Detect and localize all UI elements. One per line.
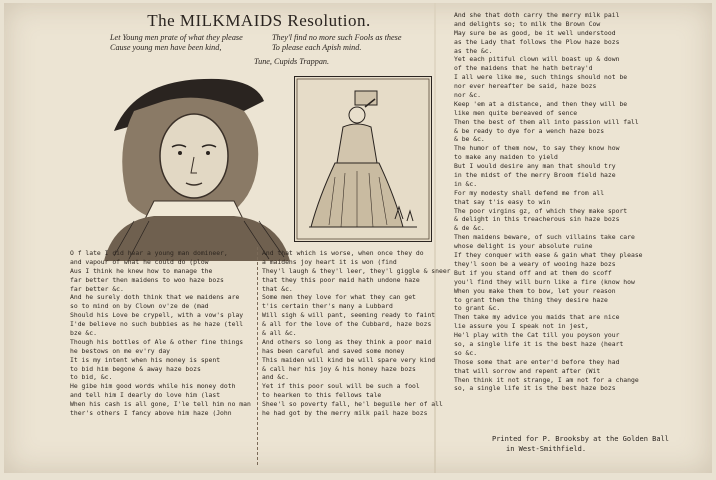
verse-line: you'l find they will burn like a fire (know how bbox=[454, 277, 635, 286]
verse-line: in the midst of the merry Broom field haze bbox=[454, 171, 616, 180]
subtitle-right bbox=[272, 33, 401, 53]
broadside-sheet bbox=[4, 3, 712, 473]
page-title: The MILKMAIDS Resolution. bbox=[147, 11, 371, 30]
verse-line: Though his bottles of Ale & other fine things bbox=[70, 337, 244, 346]
subtitle-left bbox=[110, 33, 243, 53]
column-divider bbox=[257, 247, 258, 465]
subtitle-line: Cause young men have been kind, bbox=[110, 43, 222, 52]
verse-line: But if you stand off and at them do scoff bbox=[454, 268, 612, 277]
column-1-verses bbox=[70, 249, 251, 418]
verse-line: Then think it not strange, I am not for a change bbox=[454, 375, 639, 384]
verse-line: so to mind on by Clown ov'ze de (mad bbox=[70, 302, 209, 311]
verse-line: And others so long as they think a poor maid bbox=[262, 337, 432, 346]
verse-line: in &c. bbox=[454, 179, 478, 188]
verse-line: so &c. bbox=[454, 348, 478, 357]
printer-imprint bbox=[492, 434, 669, 454]
verse-line: and vapour of what he could do (plow bbox=[70, 257, 209, 266]
subtitle-line: Let Young men prate of what they please bbox=[110, 33, 243, 42]
subtitle-line: To please each Apish mind. bbox=[272, 43, 362, 52]
verse-line: that they this poor maid hath undone haze bbox=[262, 275, 420, 284]
verse-line: I all were like me, such things should not be bbox=[454, 73, 628, 82]
verse-line: so, a single life it is the best haze (heart bbox=[454, 339, 624, 348]
verse-line: & call her his joy & his honey haze bozs bbox=[262, 364, 416, 373]
verse-line: Yet each pitiful clown will boast up & down bbox=[454, 55, 620, 64]
verse-line: to bid, &c. bbox=[70, 373, 113, 382]
verse-line: and tell him I dearly do love him (last bbox=[70, 391, 221, 400]
verse-line: to bid him begone & away haze bozs bbox=[70, 364, 201, 373]
verse-line: Will sigh & will pant, seeming ready to faint bbox=[262, 311, 436, 320]
verse-line: The humor of them now, to say they know how bbox=[454, 144, 620, 153]
verse-line: & be &c. bbox=[454, 135, 485, 144]
verse-line: that say t'is easy to win bbox=[454, 197, 551, 206]
verse-line: This maiden will kind be will spare very kind bbox=[262, 355, 436, 364]
verse-line: They'l laugh & they'l leer, they'l giggle & sneer bbox=[262, 266, 451, 275]
verse-line: O f late I did hear a young man domineer, bbox=[70, 249, 228, 257]
verse-line: he bestows on me ev'ry day bbox=[70, 346, 171, 355]
verse-line: nor ever hereafter be said, haze bozs bbox=[454, 82, 597, 91]
verse-line: If they conquer with ease & gain what they please bbox=[454, 251, 643, 260]
verse-line: I'de believe no such bubbies as he haze (tell bbox=[70, 320, 244, 329]
verse-line: Then maidens beware, of such villains take care bbox=[454, 233, 635, 242]
verse-line: of the maidens that he hath betray'd bbox=[454, 64, 593, 73]
verse-line: so, a single life it is the best haze bozs bbox=[454, 384, 616, 393]
verse-line: nor &c. bbox=[454, 91, 481, 100]
verse-line: ther's others I fancy above him haze (John bbox=[70, 409, 232, 418]
verse-line: lie assure you I speak not in jest, bbox=[454, 322, 589, 331]
verse-line: When his cash is all gone, I'le tell him no man bbox=[70, 400, 251, 409]
verse-line: & be ready to dye for a wench haze bozs bbox=[454, 126, 605, 135]
verse-line: For my modesty shall defend me from all bbox=[454, 188, 605, 197]
verse-line: t'is certain ther's many a Lubbard bbox=[262, 302, 393, 311]
column-2-verses bbox=[262, 249, 451, 418]
verse-line: And that which is worse, when once they do bbox=[262, 249, 424, 257]
tune-line: Tune, Cupids Trappan. bbox=[254, 57, 330, 66]
verse-line: & de &c. bbox=[454, 224, 485, 233]
verse-line: When you make them to bow, let your reason bbox=[454, 286, 616, 295]
verse-line: But I would desire any man that should try bbox=[454, 162, 616, 171]
woodcut-milkmaid bbox=[294, 76, 432, 242]
verse-line: like men quite bereaved of sence bbox=[454, 108, 578, 117]
verse-line: to make any maiden to yield bbox=[454, 153, 558, 162]
verse-line: He gibe him good words while his money doth bbox=[70, 382, 236, 391]
verse-line: as the &c. bbox=[454, 46, 493, 55]
verse-line: It is my intent when his money is spent bbox=[70, 355, 221, 364]
subtitle-line: They'l find no more such Fools as these bbox=[272, 33, 402, 42]
verse-line: Keep 'em at a distance, and then they will be bbox=[454, 99, 628, 108]
verse-line: whose delight is your absolute ruine bbox=[454, 242, 593, 251]
verse-line: that will sorrow and repent after (Wit bbox=[454, 366, 601, 375]
verse-line: bze &c. bbox=[70, 329, 97, 338]
verse-line: And he surely doth think that we maidens are bbox=[70, 293, 240, 302]
verse-line: far better then maidens to woo haze bozs bbox=[70, 275, 224, 284]
verse-line: & delight in this treacherous sin haze bozs bbox=[454, 215, 620, 224]
imprint-line: in West-Smithfield. bbox=[506, 445, 587, 453]
verse-line: to grant &c. bbox=[454, 304, 501, 313]
verse-line: to grant them the thing they desire haze bbox=[454, 295, 608, 304]
verse-line: Shee'l so poverty fall, he'l beguile her of all bbox=[262, 400, 443, 409]
column-3-verses bbox=[454, 11, 643, 393]
verse-line: Some men they love for what they can get bbox=[262, 293, 416, 302]
verse-line: has been careful and saved some money bbox=[262, 346, 405, 355]
verse-line: far better &c. bbox=[70, 284, 124, 293]
verse-line: Then take my advice you maids that are nice bbox=[454, 313, 620, 322]
verse-line: May sure be as good, be it well understood bbox=[454, 28, 616, 37]
verse-line: The poor virgins gz, of which they make sport bbox=[454, 206, 628, 215]
verse-line: And she that doth carry the merry milk pail bbox=[454, 11, 620, 19]
verse-line: Should his Love be crypell, with a vow's play bbox=[70, 311, 244, 320]
woodcut-portrait bbox=[94, 71, 290, 261]
verse-line: they'l soon be a weary of wooing haze bozs bbox=[454, 259, 616, 268]
verse-line: & all &c. bbox=[262, 329, 297, 338]
verse-line: & all for the love of the Cubbard, haze bozs bbox=[262, 320, 432, 329]
verse-line: Those some that are enter'd before they had bbox=[454, 357, 620, 366]
verse-line: to hearken to this fellows tale bbox=[262, 391, 382, 400]
verse-line: that &c. bbox=[262, 284, 293, 293]
verse-line: he had got by the merry milk pail haze bozs bbox=[262, 409, 428, 418]
verse-line: as the Lady that follows the Plow haze bozs bbox=[454, 37, 620, 46]
verse-line: Aus I think he knew how to manage the bbox=[70, 266, 213, 275]
imprint-line: Printed for P. Brooksby at the Golden Ball bbox=[492, 435, 670, 443]
verse-line: He'l play with the Cat till you poyson your bbox=[454, 331, 620, 340]
verse-line: Then the best of them all into passion will fall bbox=[454, 117, 639, 126]
verse-line: and &c. bbox=[262, 373, 289, 382]
verse-line: and delights so; to milk the Brown Cow bbox=[454, 19, 601, 28]
verse-line: a maidens joy heart it is won (find bbox=[262, 257, 397, 266]
verse-line: Yet if this poor soul will be such a fool bbox=[262, 382, 420, 391]
